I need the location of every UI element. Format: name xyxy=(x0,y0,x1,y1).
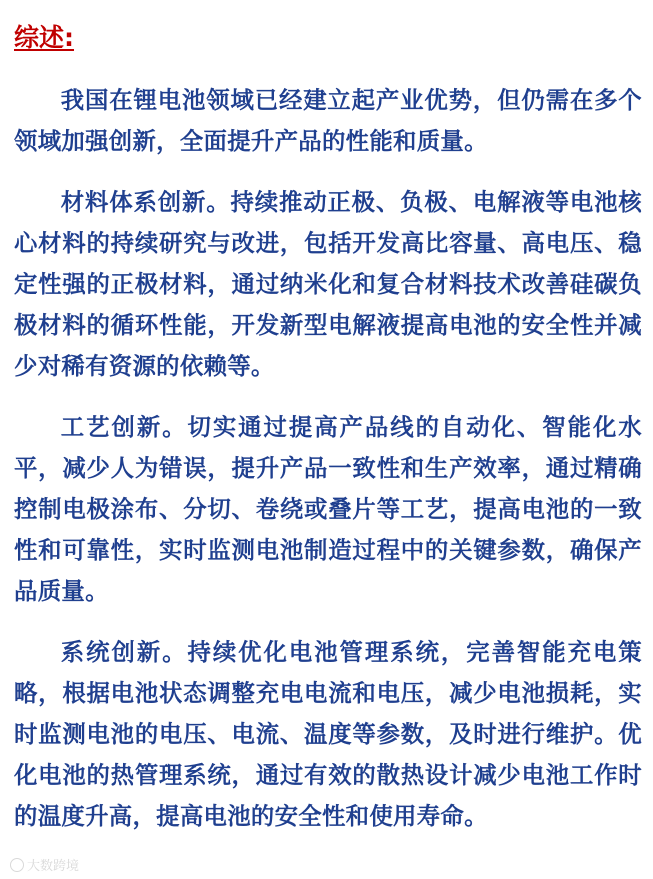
paragraph-material-innovation: 材料体系创新。持续推动正极、负极、电解液等电池核心材料的持续研究与改进，包括开发高比容量、高电压、稳定性强的正极材料，通过纳米化和复合材料技术改善硅碳负极材料的循环性能，开发新型电解液提高电池的安全性并减少对稀有资源的依赖等。 xyxy=(14,188,642,380)
section-heading: 综述: xyxy=(14,23,74,52)
paragraph-system-innovation: 系统创新。持续优化电池管理系统，完善智能充电策略，根据电池状态调整充电电流和电压，减少电池损耗，实时监测电池的电压、电流、温度等参数，及时进行维护。优化电池的热管理系统，通过有效的散热设计减少电池工作时的温度升高，提高电池的安全性和使用寿命。 xyxy=(14,638,642,830)
paragraph-process-innovation: 工艺创新。切实通过提高产品线的自动化、智能化水平，减少人为错误，提升产品一致性和生产效率，通过精确控制电极涂布、分切、卷绕或叠片等工艺，提高电池的一致性和可靠性，实时监测电池制造过程中的关键参数，确保产品质量。 xyxy=(14,413,642,605)
watermark-text: 大数跨境 xyxy=(27,859,80,874)
watermark-logo-icon xyxy=(10,858,24,872)
paragraph-intro: 我国在锂电池领域已经建立起产业优势，但仍需在多个领域加强创新，全面提升产品的性能和质量。 xyxy=(14,86,642,155)
body-text xyxy=(14,80,642,857)
watermark xyxy=(10,855,79,874)
